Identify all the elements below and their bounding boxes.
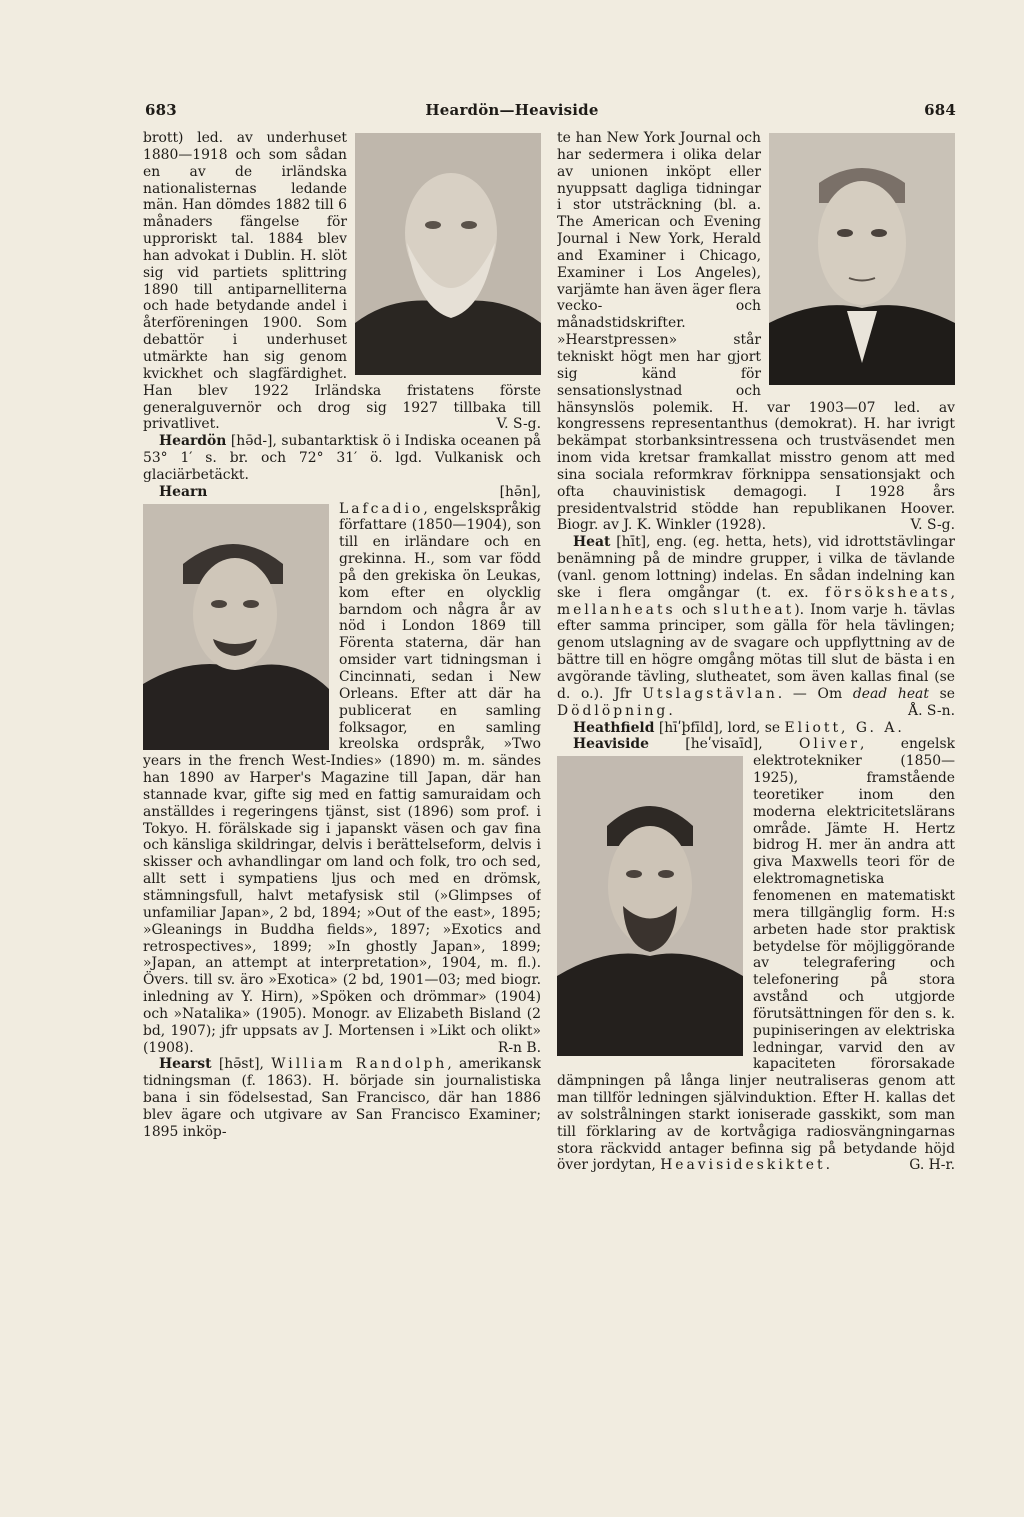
entry-heardon: Heardön [hə̄d-], subantarktisk ö i Indiska oceanen på 53° 1′ s. br. och 72° 31′ ö. lgd. Vulkanisk och glaciärbetäckt.	[143, 433, 541, 483]
portrait-hearn	[143, 504, 329, 750]
signature: Å. S-n.	[908, 702, 955, 719]
spaced-name: Lafcadio	[339, 500, 424, 517]
headword: Heardön	[159, 433, 227, 450]
right-column	[557, 130, 955, 1366]
headword: Heaviside	[573, 736, 649, 753]
headword: Heathfield	[573, 719, 655, 736]
entry-heaviside: Heaviside [heʹvisaīd], Oliver , engelsk elektrotekniker (1850—1925), framstående teoretiker inom den moderna elektricitetslärans område. Jämte H. Hertz bidrog H. mer än andra att giva Maxwells teori för de elektromagnetiska fenomenen en matematiskt mera tillgänglig form. H:s arbeten hade stor praktisk betydelse för möjliggörande av telegrafering och telefonering på stora avstånd och utgjorde förutsättningen för den s. k. pupiniseringen av elektriska ledningar, varvid den av kapaciteten förorsakade dämpningen på långa linjer neutraliseras genom att man tillför ledningen självinduktion. Efter H. kallas det av solstrålningen starkt ioniserade gasskikt, som man till förklaring av de kortvågiga radiosvängningarnas stora räckvidd antager befinna sig på betydande höjd över jordytan, Heavisideskiktet. G. H-r.	[557, 736, 955, 1174]
signature: V. S-g.	[496, 416, 541, 433]
portrait-redmond	[355, 133, 541, 375]
cross-reference: Utslagstävlan	[642, 685, 778, 702]
running-head: Heardön—Heaviside	[425, 101, 599, 119]
headword: Heat	[573, 534, 611, 551]
spaced-name: William Randolph	[271, 1056, 448, 1073]
spaced-name: Oliver	[798, 736, 860, 753]
cross-reference: Eliott, G. A.	[784, 719, 905, 736]
headword: Hearst	[159, 1056, 212, 1073]
spaced-term: slutheat	[713, 601, 795, 618]
spaced-term: försöksheats	[825, 584, 951, 601]
entry-hearst: Hearst [hə̄st], William Randolph, amerikansk tidningsman (f. 1863). H. började sin journalistiska bana i sin födelsestad, San Francisco, där han 1886 blev ägare och utgivare av San Francisco Examiner; 1895 inköp-	[143, 1056, 541, 1140]
entry-heathfield: Heathfield [hīʹþfīld], lord, se Eliott, G. A.	[573, 719, 905, 736]
italic-term: dead heat	[852, 685, 929, 702]
page-number-right: 684	[924, 101, 956, 119]
spaced-term: mellanheats	[557, 601, 676, 618]
entry-heat: Heat [hīt], eng. (eg. hetta, hets), vid idrottstävlingar benämning på de mindre grupper, i vilka de tävlande (vanl. genom lottning) indelas. En sådan indelning kan ske i flera omgångar (t. ex. försöksheats, mellanheats och slutheat). Inom varje h. tävlas efter samma principer, som gälla för hela tävlingen; genom utslagning av de svagare och uppflyttning av de bättre till en högre omgång mötas till slut de bästa i en avgörande tävling, slutheatet, som även kallas final (se d. o.). Jfr Utslagstävlan. — Om dead heat se Dödlöpning. Å. S-n.	[557, 534, 955, 719]
portrait-heaviside	[557, 756, 743, 1056]
page-number-left: 683	[145, 101, 177, 119]
left-column	[143, 130, 541, 1366]
spaced-term: Heavisideskiktet	[660, 1157, 826, 1174]
signature: R-n B.	[497, 1039, 541, 1056]
entry-hearn: Hearn [hə̄n], Lafcadio , engelskspråkig författare (1850—1904), son till en irländare och en grekinna. H., som var född på den grekiska ön Leukas, kom efter en olycklig barndom och några år av nöd i London 1869 till Förenta staterna, där han omsider vart tidningsman i Cincinnati, sedan i New Orleans. Efter att där ha publicerat en samling folksagor, en samling kreolska ordspråk, »Two years in the french West-Indies» (1890) m. m. sändes han 1890 av Harper's Magazine till Japan, där han stannade kvar, gifte sig med en fattig samuraidam och anställdes i regeringens tjänst, sist (1896) som prof. i Tokyo. H. förälskade sig i japanskt väsen och gav fina och känsliga skildringar, delvis i berättelseform, delvis i skisser och avhandlingar om land och folk, tro och sed, allt sett i sympatiens ljus och med en drömsk, stämningsfull, halvt metafysisk stil (»Glimpses of unfamiliar Japan», 2 bd, 1894; »Out of the east», 1895; »Gleanings in Buddha fields», 1897; »Exotics and retrospectives», 1899; »In ghostly Japan», 1899; »Japan, an attempt at interpretation», 1904, m. fl.). Övers. till sv. äro »Exotica» (2 bd, 1901—03; med biogr. inledning av Y. Hirn), »Spöken och drömmar» (1904) och »Natalika» (1905). Monogr. av Elizabeth Bisland (2 bd, 1907); jfr uppsats av J. Mortensen i »Likt och olikt» (1908). R-n B.	[143, 483, 541, 1056]
entry-hearst-cont: te han New York Journal och har sedermera i olika delar av unionen inköpt eller nyuppsatt dagliga tidningar i stor utsträckning (bl. a. The American och Evening Journal i New York, Herald and Examiner i Chicago, Examiner i Los Angeles), varjämte han även äger flera vecko- och månadstidskrifter. »Hearstpressen» står tekniskt högt men har gjort sig känd för sensationslystnad och hänsynslös polemik. H. var 1903—07 led. av kongressens representanthus (demokrat). H. har ivrigt bekämpat storbanksintressena och trustväsendet men inom vida kretsar framkallat misstro genom att med sina sociala reformkrav förknippa sensationsjakt och ofta chauvinistisk demagogi. I 1928 års presidentvalstrid stödde han republikanen Hoover. Biogr. av J. K. Winkler (1928). V. S-g.	[557, 130, 955, 534]
portrait-hearst	[769, 133, 955, 385]
signature: V. S-g.	[910, 517, 955, 534]
entry-redmond: brott) led. av underhuset 1880—1918 och som sådan en av de irländska nationalisternas ledande män. Han dömdes 1882 till 6 månaders fängelse för upproriskt tal. 1884 blev han advokat i Dublin. H. slöt sig vid partiets splittring 1890 till antiparnelliterna och hade betydande andel i återföreningen 1900. Som debattör i underhuset utmärkte han sig genom kvickhet och slagfärdighet. Han blev 1922 Irländska fristatens förste generalguvernör och drog sig 1927 tillbaka till privatlivet. V. S-g.	[143, 130, 541, 433]
headword: Hearn	[159, 483, 208, 500]
signature: G. H-r.	[909, 1157, 955, 1174]
cross-reference: Dödlöpning	[557, 702, 669, 719]
